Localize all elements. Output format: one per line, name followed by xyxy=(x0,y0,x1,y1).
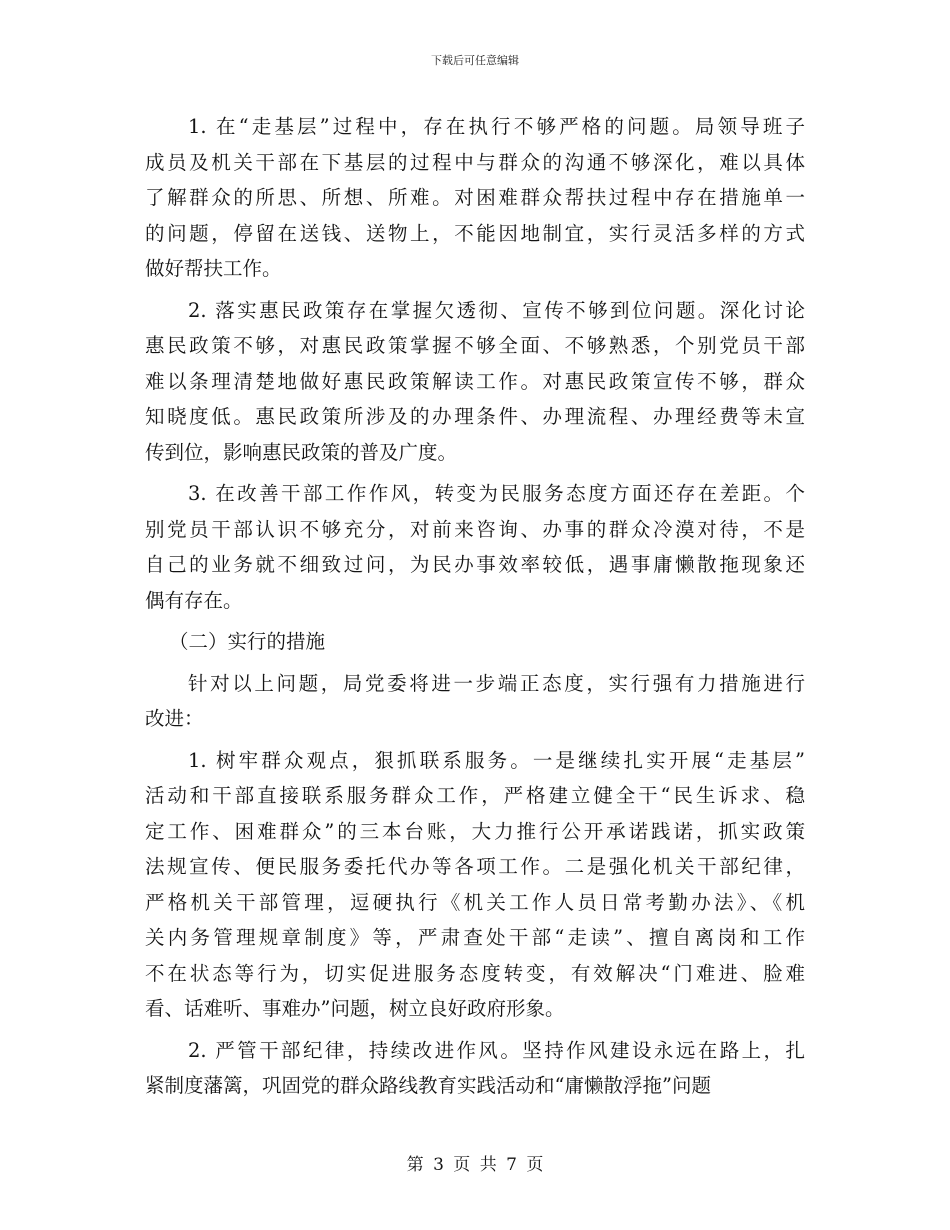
text-line: 1. 在“走基层”过程中，存在执行不够严格的问题。局领导班子 xyxy=(188,115,805,138)
text-line: 自己的业务就不细致过问，为民办事效率较低，遇事庸懒散拖现象还 xyxy=(145,553,805,576)
text-line: 别党员干部认识不够充分，对前来咨询、办事的群众冷漠对待，不是 xyxy=(145,517,805,541)
section-heading xyxy=(145,624,805,660)
paragraph xyxy=(145,109,805,287)
text-line: 严格机关干部管理，逗硬执行《机关工作人员日常考勤办法》、《机 xyxy=(145,890,805,914)
document-body xyxy=(145,109,805,1110)
page-footer: 第 3 页 共 7 页 xyxy=(406,1155,544,1175)
text-line: 针对以上问题，局党委将进一步端正态度，实行强有力措施进行 xyxy=(188,671,805,695)
text-line: 改进： xyxy=(145,707,204,730)
text-line: 难以条理清楚地做好惠民政策解读工作。对惠民政策宣传不够，群众 xyxy=(145,369,805,393)
text-line: 知晓度低。惠民政策所涉及的办理条件、办理流程、办理经费等未宣 xyxy=(145,405,805,428)
text-line: 做好帮扶工作。 xyxy=(145,257,282,280)
text-line: 偶有存在。 xyxy=(145,588,243,612)
paragraph xyxy=(145,293,805,471)
text-line: 不在状态等行为，切实促进服务态度转变，有效解决“门难进、脸难 xyxy=(145,961,805,985)
text-line: 成员及机关干部在下基层的过程中与群众的沟通不够深化，难以具体 xyxy=(145,150,805,174)
text-line: 法规宣传、便民服务委托代办等各项工作。二是强化机关干部纪律， xyxy=(145,855,805,878)
text-line: 定工作、困难群众”的三本台账，大力推行公开承诺践诺，抓实政策 xyxy=(145,819,805,843)
text-line: 3. 在改善干部工作作风，转变为民服务态度方面还存在差距。个 xyxy=(188,482,805,505)
text-line: 紧制度藩篱，巩固党的群众路线教育实践活动和“庸懒散浮拖”问题 xyxy=(145,1074,711,1097)
text-line: （二）实行的措施 xyxy=(169,630,326,653)
text-line: 关内务管理规章制度》等，严肃查处干部“走读”、擅自离岗和工作 xyxy=(145,926,805,949)
paragraph xyxy=(145,476,805,618)
text-line: 2. 严管干部纪律，持续改进作风。坚持作风建设永远在路上，扎 xyxy=(188,1038,805,1062)
text-line: 1. 树牢群众观点，狠抓联系服务。一是继续扎实开展“走基层” xyxy=(188,748,805,772)
paragraph xyxy=(145,1033,805,1104)
text-line: 传到位，影响惠民政策的普及广度。 xyxy=(145,440,458,464)
text-line: 活动和干部直接联系服务群众工作，严格建立健全干“民生诉求、稳 xyxy=(145,784,805,807)
paragraph xyxy=(145,743,805,1027)
text-line: 看、话难听、事难办”问题，树立良好政府形象。 xyxy=(145,997,565,1020)
text-line: 了解群众的所思、所想、所难。对困难群众帮扶过程中存在措施单一 xyxy=(145,186,805,209)
text-line: 2. 落实惠民政策存在掌握欠透彻、宣传不够到位问题。深化讨论 xyxy=(188,298,805,322)
text-line: 的问题，停留在送钱、送物上，不能因地制宜，实行灵活多样的方式 xyxy=(145,221,805,245)
text-line: 惠民政策不够，对惠民政策掌握不够全面、不够熟悉，个别党员干部 xyxy=(145,334,805,357)
paragraph xyxy=(145,666,805,737)
page-header: 下载后可任意编辑 xyxy=(431,54,519,67)
